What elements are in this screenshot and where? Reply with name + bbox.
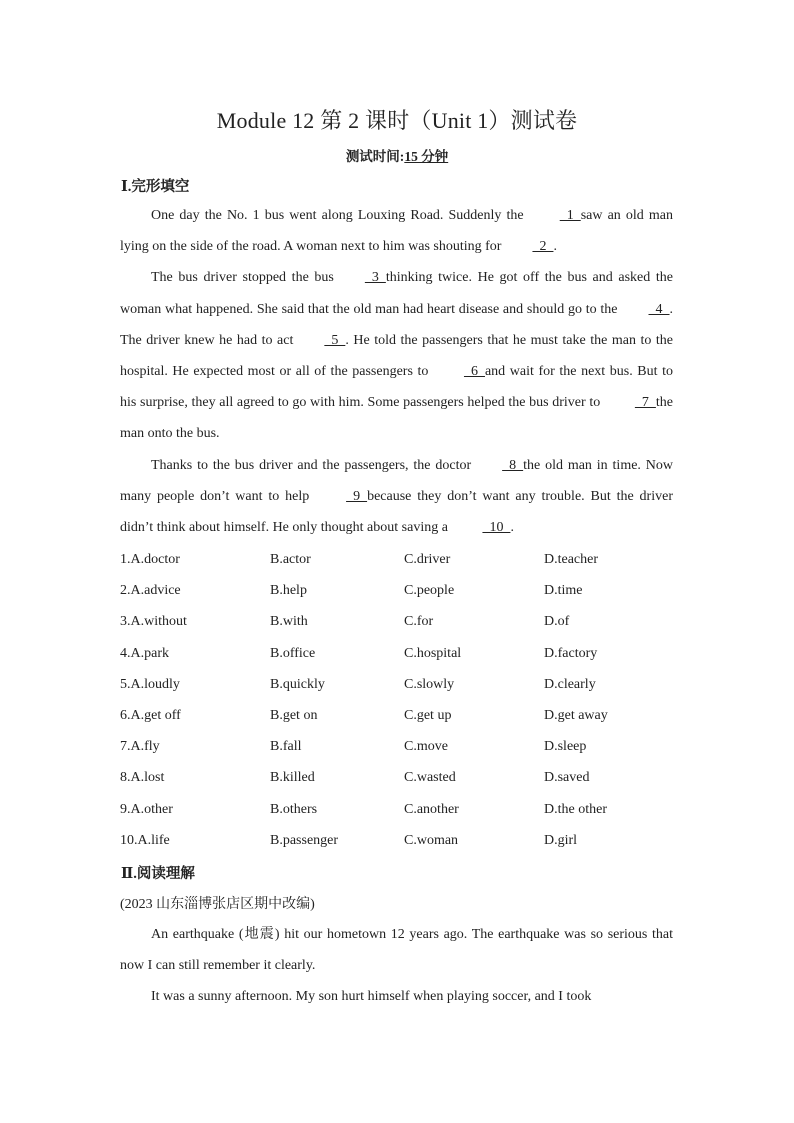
cloze-paragraph-2 [120,262,673,449]
test-time [0,145,794,165]
cloze-options [120,547,680,859]
reading-paragraph-2: It was a sunny afternoon. My son hurt himself when playing soccer, and I took [151,989,592,1005]
option-b[interactable]: B.with [270,614,308,630]
option-a[interactable]: 7.A.fly [120,739,160,755]
cloze-paragraph-3 [120,450,673,544]
option-c[interactable]: C.woman [404,832,459,848]
option-row [120,672,680,703]
option-b[interactable]: B.killed [270,770,315,786]
option-row [120,765,680,796]
option-a[interactable]: 4.A.park [120,645,169,661]
option-row [120,734,680,765]
option-a[interactable]: 1.A.doctor [120,552,180,567]
option-row [120,547,680,578]
option-d[interactable]: D.saved [544,770,590,786]
option-b[interactable]: B.actor [270,552,311,567]
option-c[interactable]: C.for [404,614,434,630]
text-run: the man onto the bus. [120,395,673,442]
option-a[interactable]: 9.A.other [120,801,173,817]
text-run: The bus driver stopped the bus [151,270,334,286]
option-a[interactable]: 8.A.lost [120,770,165,786]
blank-2[interactable]: 2 [532,239,554,255]
option-d[interactable]: D.time [544,583,583,599]
option-c[interactable]: C.move [404,739,448,755]
option-d[interactable]: D.teacher [544,552,599,567]
text-run: . [510,520,514,536]
blank-4[interactable]: 4 [648,301,670,317]
option-row [120,828,680,859]
section-heading-reading: Ⅱ.阅读理解 [121,866,195,882]
option-d[interactable]: D.get away [544,707,608,723]
option-a[interactable]: 3.A.without [120,614,187,630]
text-run: thinking twice. He got off the bus and asked the woman what happened. She said that the old man had heart disease and should go to the [120,270,673,317]
blank-3[interactable]: 3 [364,270,386,286]
section-heading-cloze: Ⅰ.完形填空 [121,179,190,195]
option-c[interactable]: C.hospital [404,645,462,661]
option-b[interactable]: B.help [270,583,307,599]
option-b[interactable]: B.quickly [270,676,325,692]
text-run: saw an old man lying on the side of the road. A woman next to him was shouting for [120,208,673,255]
option-d[interactable]: D.clearly [544,676,596,692]
option-b[interactable]: B.others [270,801,318,817]
option-b[interactable]: B.fall [270,739,302,755]
reading-paragraph-1: An earthquake (地震) hit our hometown 12 years ago. The earthquake was so serious that now I can still remember it clearly. [120,927,673,974]
text-run: the old man in time. Now many people don’t want to help [120,457,673,504]
cloze-paragraph-1 [120,200,673,262]
blank-9[interactable]: 9 [346,488,368,504]
option-d[interactable]: D.the other [544,801,607,817]
blank-8[interactable]: 8 [502,457,524,473]
option-c[interactable]: C.people [404,583,455,599]
option-row [120,797,680,828]
option-c[interactable]: C.driver [404,552,451,567]
option-a[interactable]: 10.A.life [120,832,170,848]
option-row [120,578,680,609]
text-run: because they don’t want any trouble. But the driver didn’t think about himself. He only thought about saving a [120,488,673,536]
test-time-label: 测试时间: [345,149,405,164]
option-d[interactable]: D.of [544,614,570,630]
text-run: . [553,239,557,255]
option-d[interactable]: D.sleep [544,739,587,755]
text-run: and wait for the next bus. But to his surprise, they all agreed to go with him. Some passengers helped the bus driver to [120,364,673,411]
option-c[interactable]: C.another [404,801,459,817]
option-b[interactable]: B.office [270,645,316,661]
text-run: Thanks to the bus driver and the passengers, the doctor [151,457,472,473]
blank-5[interactable]: 5 [324,332,346,348]
test-time-value: 15 分钟 [404,149,449,164]
text-run: . He told the passengers that he must take the man to the hospital. He expected most or all of the passengers to [120,332,674,380]
blank-7[interactable]: 7 [634,395,656,411]
option-d[interactable]: D.girl [544,832,578,848]
option-c[interactable]: C.wasted [404,770,456,786]
blank-1[interactable]: 1 [559,208,581,223]
cloze-passage [120,200,673,543]
text-run: One day the No. 1 bus went along Louxing Road. Suddenly the [151,208,529,223]
option-c[interactable]: C.slowly [404,676,455,692]
option-a[interactable]: 6.A.get off [120,707,181,723]
option-c[interactable]: C.get up [404,707,452,723]
option-a[interactable]: 5.A.loudly [120,676,180,692]
option-a[interactable]: 2.A.advice [120,583,181,599]
option-b[interactable]: B.get on [270,707,318,723]
option-row [120,703,680,734]
text-run: . The driver knew he had to act [120,301,673,348]
blank-10[interactable]: 10 [482,520,511,536]
option-d[interactable]: D.factory [544,645,598,661]
option-b[interactable]: B.passenger [270,832,339,848]
page-title: Module 12 第 2 课时（Unit 1）测试卷 [216,108,578,133]
reading-passage [120,919,673,1013]
source-note: (2023 山东淄博张店区期中改编) [120,897,315,912]
option-row [120,609,680,640]
option-row [120,641,680,672]
blank-6[interactable]: 6 [463,364,485,380]
